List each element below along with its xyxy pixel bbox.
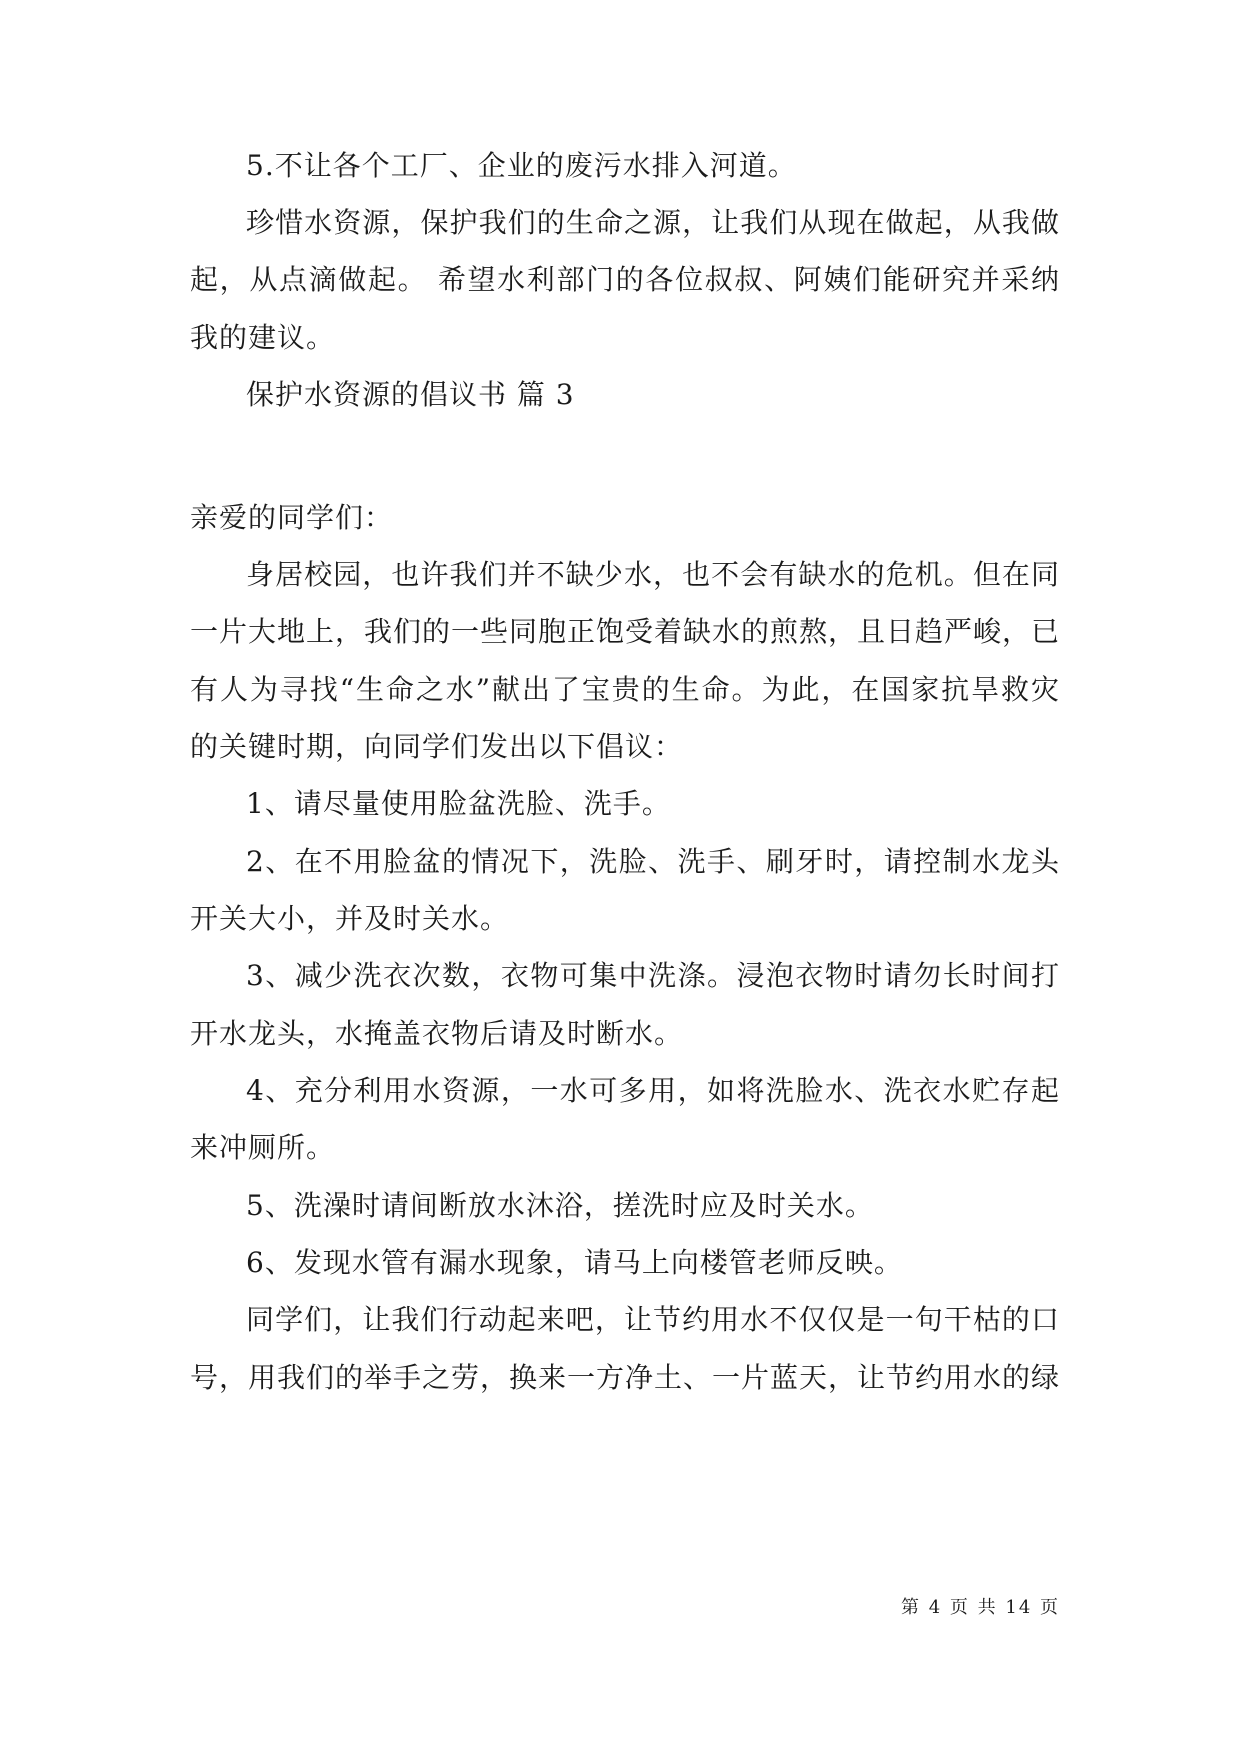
paragraph-line: 的关键时期，向同学们发出以下倡议： <box>190 730 684 763</box>
list-item: 5、洗澡时请间断放水沐浴，搓洗时应及时关水。 <box>246 1189 874 1222</box>
paragraph-line: 珍惜水资源，保护我们的生命之源，让我们从现在做起，从我做 <box>246 206 1060 239</box>
list-item-continuation: 来冲厕所。 <box>190 1131 336 1164</box>
list-item-continuation: 开关大小，并及时关水。 <box>190 902 510 935</box>
list-item: 3、减少洗衣次数，衣物可集中洗涤。浸泡衣物时请勿长时间打 <box>246 959 1060 992</box>
paragraph-line: 有人为寻找“生命之水”献出了宝贵的生命。为此，在国家抗旱救灾 <box>190 673 1060 706</box>
list-item: 1、请尽量使用脸盆洗脸、洗手。 <box>246 787 671 820</box>
paragraph-line: 号，用我们的举手之劳，换来一方净土、一片蓝天，让节约用水的绿 <box>190 1361 1061 1394</box>
page-number: 第 4 页 共 14 页 <box>901 1597 1060 1618</box>
list-item-continuation: 开水龙头，水掩盖衣物后请及时断水。 <box>190 1017 684 1050</box>
section-heading: 保护水资源的倡议书 篇 3 <box>246 378 575 411</box>
list-item: 4、充分利用水资源，一水可多用，如将洗脸水、洗衣水贮存起 <box>246 1074 1060 1107</box>
paragraph-line: 我的建议。 <box>190 321 336 354</box>
paragraph-line: 同学们，让我们行动起来吧，让节约用水不仅仅是一句干枯的口 <box>246 1303 1060 1336</box>
paragraph-line: 身居校园，也许我们并不缺少水，也不会有缺水的危机。但在同 <box>246 558 1060 591</box>
paragraph-line: 5.不让各个工厂、企业的废污水排入河道。 <box>246 149 797 182</box>
salutation: 亲爱的同学们： <box>190 501 394 534</box>
list-item: 2、在不用脸盆的情况下，洗脸、洗手、刷牙时，请控制水龙头 <box>246 845 1060 878</box>
paragraph-line: 一片大地上，我们的一些同胞正饱受着缺水的煎熬，且日趋严峻，已 <box>190 615 1061 648</box>
list-item: 6、发现水管有漏水现象，请马上向楼管老师反映。 <box>246 1246 903 1279</box>
paragraph-line: 起，从点滴做起。 希望水利部门的各位叔叔、阿姨们能研究并采纳 <box>190 263 1060 296</box>
